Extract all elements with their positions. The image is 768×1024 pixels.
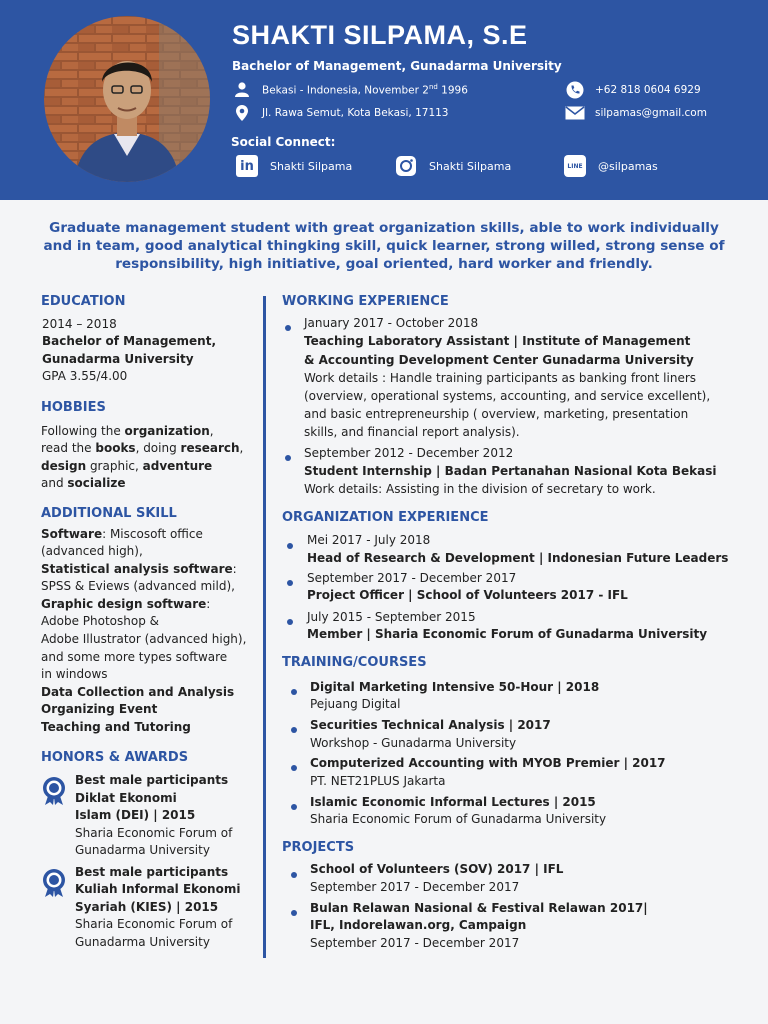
award-title: Best male participants <box>75 773 229 787</box>
job-detail: Work details : Handle training participants as banking front liners <box>304 371 697 385</box>
training-name: Islamic Economic Informal Lectures | 2015 <box>310 795 596 809</box>
job-role: Student Internship | Badan Pertanahan Nasional Kota Bekasi <box>304 464 717 478</box>
header <box>0 0 768 200</box>
education-heading: EDUCATION <box>41 294 126 309</box>
org-role: Head of Research & Development | Indonesian Future Leaders <box>307 551 729 565</box>
address-row <box>232 105 448 121</box>
instagram-icon <box>395 155 417 177</box>
education-years: 2014 – 2018 <box>42 317 117 331</box>
bullet <box>287 619 293 625</box>
phone-icon <box>565 81 585 99</box>
training-name: Securities Technical Analysis | 2017 <box>310 718 551 732</box>
training-name: Computerized Accounting with MYOB Premier | 2017 <box>310 756 666 770</box>
job-role: Teaching Laboratory Assistant | Institute of Management <box>304 334 691 348</box>
skill-line: Graphic design software: <box>41 597 211 611</box>
skill-line: Adobe Illustrator (advanced high), <box>41 632 247 646</box>
job-detail: and basic entrepreneurship ( overview, marketing, presentation <box>304 407 689 421</box>
phone-number[interactable]: +62 818 0604 6929 <box>595 84 701 96</box>
skill-line: Adobe Photoshop & <box>41 614 159 628</box>
hobbies-heading: HOBBIES <box>41 400 106 415</box>
org-role: Project Officer | School of Volunteers 2017 - IFL <box>307 588 628 602</box>
birth-info: Bekasi - Indonesia, November 2nd 1996 <box>262 82 468 97</box>
org-role: Member | Sharia Economic Forum of Gunadarma University <box>307 627 708 641</box>
hobbies-line: Following the organization, <box>41 424 214 438</box>
skill-line: Statistical analysis software: <box>41 562 237 576</box>
organization-heading: ORGANIZATION EXPERIENCE <box>282 510 489 525</box>
project-date: September 2017 - December 2017 <box>310 936 520 950</box>
skill-line: in windows <box>41 667 108 681</box>
project-date: September 2017 - December 2017 <box>310 880 520 894</box>
project-name: School of Volunteers (SOV) 2017 | IFL <box>310 862 564 876</box>
award-title: Islam (DEI) | 2015 <box>75 808 196 822</box>
job-detail: (overview, operational systems, accounting, and service excellent), <box>304 389 711 403</box>
summary-line: and in team, good analytical thingking skill, quick learner, strong willed, strong sense of <box>43 238 725 254</box>
summary-line: Graduate management student with great organization skills, able to work individually <box>49 220 719 236</box>
job-date: September 2012 - December 2012 <box>304 446 514 460</box>
training-org: Workshop - Gunadarma University <box>310 736 517 750</box>
birth-row <box>232 82 468 97</box>
bullet <box>291 804 297 810</box>
org-date: July 2015 - September 2015 <box>307 610 476 624</box>
org-date: September 2017 - December 2017 <box>307 571 517 585</box>
skill-line: Organizing Event <box>41 702 158 716</box>
job-detail: skills, and financial report analysis). <box>304 425 520 439</box>
award-medal-icon <box>41 776 67 810</box>
skill-line: Software: Miscosoft office <box>41 527 203 541</box>
job-detail: Work details: Assisting in the division of secretary to work. <box>304 482 656 496</box>
location-pin-icon <box>232 105 252 121</box>
award-title: Best male participants <box>75 865 229 879</box>
honors-heading: HONORS & AWARDS <box>41 750 189 765</box>
person-icon <box>232 82 252 97</box>
bullet <box>291 765 297 771</box>
award-org: Sharia Economic Forum of <box>75 917 233 931</box>
org-date: Mei 2017 - July 2018 <box>307 533 431 547</box>
instagram-name: Shakti Silpama <box>429 159 512 173</box>
education-gpa: GPA 3.55/4.00 <box>42 369 128 383</box>
profile-photo <box>44 16 210 182</box>
bullet <box>287 543 293 549</box>
bullet <box>285 325 291 331</box>
training-org: PT. NET21PLUS Jakarta <box>310 774 446 788</box>
project-name: IFL, Indorelawan.org, Campaign <box>310 918 527 932</box>
skills-heading: ADDITIONAL SKILL <box>41 506 177 521</box>
full-name: SHAKTI SILPAMA, S.E <box>232 20 528 50</box>
line-app-icon: LINE <box>564 155 586 177</box>
hobbies-line: and socialize <box>41 476 126 490</box>
mail-icon <box>565 106 585 120</box>
line-link[interactable] <box>564 155 658 177</box>
bullet <box>291 689 297 695</box>
phone-row <box>565 81 701 99</box>
project-name: Bulan Relawan Nasional & Festival Relawan 2017| <box>310 901 648 915</box>
email-address[interactable]: silpamas@gmail.com <box>595 107 707 119</box>
bullet <box>291 727 297 733</box>
skill-line: and some more types software <box>41 650 228 664</box>
email-row <box>565 106 707 120</box>
skill-line: (advanced high), <box>41 544 143 558</box>
address: Jl. Rawa Semut, Kota Bekasi, 17113 <box>262 107 449 119</box>
line-id: @silpamas <box>598 159 658 173</box>
projects-heading: PROJECTS <box>282 840 355 855</box>
bullet <box>287 580 293 586</box>
award-title: Kuliah Informal Ekonomi <box>75 882 241 896</box>
skill-line: Data Collection and Analysis <box>41 685 235 699</box>
bullet <box>291 872 297 878</box>
job-date: January 2017 - October 2018 <box>304 316 479 330</box>
training-org: Sharia Economic Forum of Gunadarma University <box>310 812 607 826</box>
award-title: Syariah (KIES) | 2015 <box>75 900 219 914</box>
degree: Bachelor of Management, Gunadarma University <box>232 59 562 73</box>
skill-line: Teaching and Tutoring <box>41 720 191 734</box>
profile-summary <box>0 219 768 273</box>
social-connect-label: Social Connect: <box>231 135 336 149</box>
bullet <box>285 455 291 461</box>
award-medal-icon <box>41 868 67 902</box>
training-heading: TRAINING/COURSES <box>282 655 427 670</box>
training-org: Pejuang Digital <box>310 697 401 711</box>
work-heading: WORKING EXPERIENCE <box>282 294 449 309</box>
award-org: Gunadarma University <box>75 843 210 857</box>
education-degree: Bachelor of Management, <box>42 334 217 348</box>
award-org: Sharia Economic Forum of <box>75 826 233 840</box>
skill-line: SPSS & Eviews (advanced mild), <box>41 579 235 593</box>
hobbies-line: read the books, doing research, <box>41 441 244 455</box>
award-org: Gunadarma University <box>75 935 210 949</box>
summary-line: responsibility, high initiative, goal oriented, hard worker and friendly. <box>115 256 653 272</box>
award-title: Diklat Ekonomi <box>75 791 177 805</box>
instagram-link[interactable] <box>395 155 511 177</box>
bullet <box>291 910 297 916</box>
hobbies-line: design graphic, adventure <box>41 459 213 473</box>
linkedin-icon: in <box>236 155 258 177</box>
education-school: Gunadarma University <box>42 352 194 366</box>
linkedin-link[interactable] <box>236 155 352 177</box>
linkedin-name: Shakti Silpama <box>270 159 353 173</box>
job-role: & Accounting Development Center Gunadarma University <box>304 353 694 367</box>
column-divider <box>263 296 266 958</box>
training-name: Digital Marketing Intensive 50-Hour | 2018 <box>310 680 600 694</box>
